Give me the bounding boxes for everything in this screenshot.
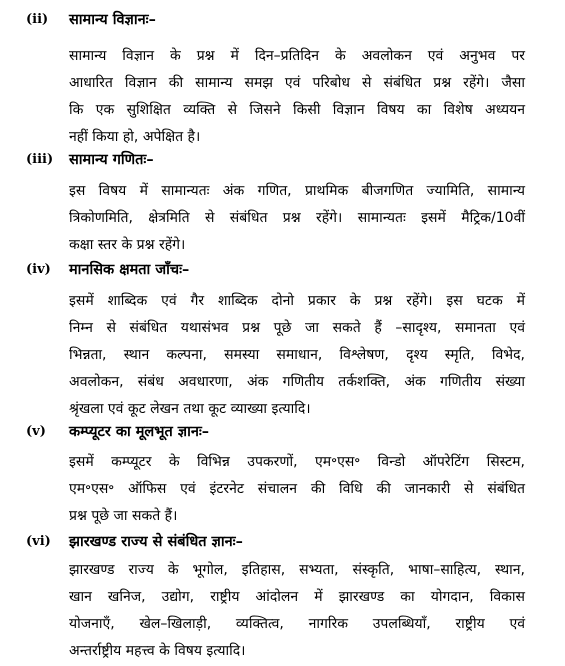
- body-line: प्रश्न पूछे जा सकते हैं।: [69, 508, 178, 524]
- section-title: मानसिक क्षमता जाँचः–: [69, 262, 190, 278]
- body-line: आधारित विज्ञान की सामान्य समझ एवं परिबोध से संबंधित प्रश्न रहेंगे। जैसा: [69, 75, 525, 91]
- body-line: खान खनिज, उद्योग, राष्ट्रीय आंदोलन में झारखण्ड का योगदान, विकास: [69, 589, 525, 605]
- body-line: इसमें शाब्दिक एवं गैर शाब्दिक दोनो प्रकार के प्रश्न रहेंगे। इस घटक में: [69, 293, 525, 309]
- body-line: श्रृंखला एवं कूट लेखन तथा कूट व्याख्या इत्यादि।: [69, 401, 311, 417]
- section-number: (vi): [26, 534, 51, 549]
- section-heading: [0, 148, 565, 172]
- body-line: कि एक सुशिक्षित व्यक्ति से जिसने किसी विज्ञान विषय का विशेष अध्ययन: [69, 102, 525, 118]
- section-title: सामान्य गणितः–: [69, 152, 154, 168]
- section-title: सामान्य विज्ञानः–: [69, 12, 156, 28]
- section-number: (v): [26, 424, 46, 439]
- section-title: झारखण्ड राज्य से संबंधित ज्ञानः–: [69, 534, 243, 550]
- body-line: अवलोकन, संबंध अवधारणा, अंक गणितीय तर्कशक्ति, अंक गणितीय संख्या: [69, 374, 525, 390]
- section-number: (iii): [26, 152, 54, 167]
- body-line: निम्न से संबंधित यथासंभव प्रश्न पूछे जा सकते हैं –सादृश्य, समानता एवं: [69, 320, 525, 336]
- body-line: इस विषय में सामान्यतः अंक गणित, प्राथमिक बीजगणित ज्यामिति, सामान्य: [69, 183, 525, 199]
- section-heading: [0, 420, 565, 444]
- body-line: भिन्नता, स्थान कल्पना, समस्या समाधान, विश्लेषण, दृश्य स्मृति, विभेद,: [69, 347, 525, 363]
- section-body: [69, 288, 525, 423]
- section-body: [69, 178, 525, 259]
- section-number: (iv): [26, 262, 51, 277]
- section-heading: [0, 530, 565, 554]
- body-line: इसमें कम्प्यूटर के विभिन्न उपकरणों, एम॰एस॰ विन्डो ऑपरेटिंग सिस्टम,: [69, 454, 525, 470]
- body-line: योजनाएँ, खेल–खिलाड़ी, व्यक्तित्व, नागरिक उपलब्धियाँ, राष्ट्रीय एवं: [69, 616, 525, 632]
- body-line: झारखण्ड राज्य के भूगोल, इतिहास, सभ्यता, संस्कृति, भाषा–साहित्य, स्थान,: [69, 562, 525, 578]
- section-heading: [0, 8, 565, 32]
- body-line: एम॰एस॰ ऑफिस एवं इंटरनेट संचालन की विधि की जानकारी से संबंधित: [69, 481, 525, 497]
- section-body: [69, 449, 525, 530]
- section-number: (ii): [26, 12, 49, 27]
- body-line: अन्तर्राष्ट्रीय महत्त्व के विषय इत्यादि।: [69, 643, 246, 659]
- section-heading: [0, 258, 565, 282]
- section-body: [69, 557, 525, 665]
- body-line: त्रिकोणमिति, क्षेत्रमिति से संबंधित प्रश्न रहेंगे। सामान्यतः इसमें मैट्रिक/10वीं: [69, 210, 525, 226]
- section-title: कम्प्यूटर का मूलभूत ज्ञानः–: [69, 424, 210, 440]
- body-line: कक्षा स्तर के प्रश्न रहेंगे।: [69, 237, 186, 253]
- body-line: नहीं किया हो, अपेक्षित है।: [69, 129, 201, 145]
- body-line: सामान्य विज्ञान के प्रश्न में दिन–प्रतिदिन के अवलोकन एवं अनुभव पर: [69, 48, 525, 64]
- section-body: [69, 43, 525, 151]
